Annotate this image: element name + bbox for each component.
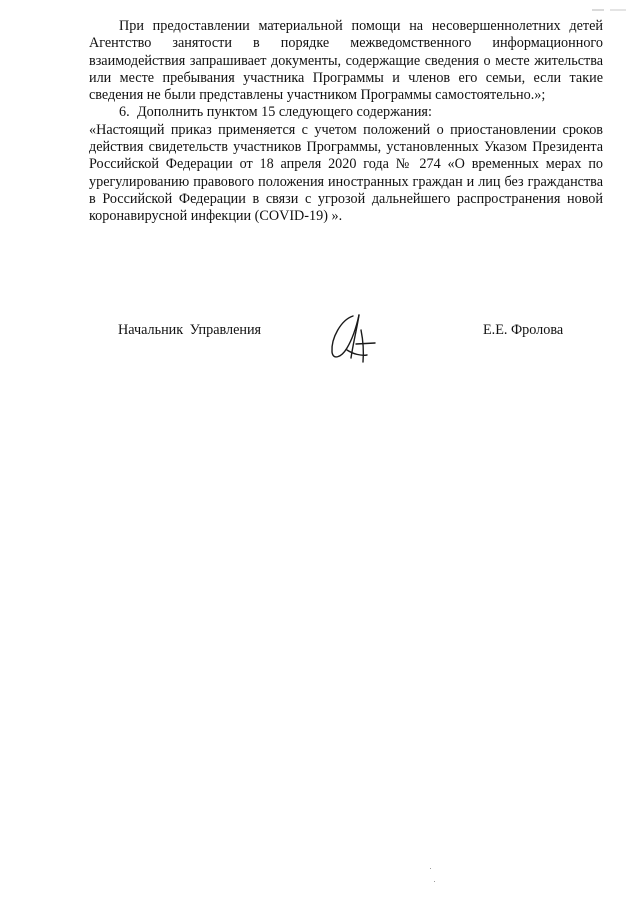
scan-speck bbox=[430, 868, 431, 869]
signer-name: Е.Е. Фролова bbox=[483, 322, 564, 338]
handwritten-signature bbox=[323, 310, 383, 368]
list-item-6 bbox=[89, 104, 603, 121]
document-body bbox=[89, 18, 603, 226]
signature-block bbox=[118, 322, 568, 372]
list-item-number: 6. bbox=[119, 104, 130, 121]
paragraph-order-application: «Настоящий приказ применяется с учетом положений о приостановлении сроков действия свидетельств участников Программы, установленных Указом Президента Российской Федерации от 18 апреля 2020 года № 274 «О временных мерах по урегулированию правового положения иностранных граждан и лиц без гражданства в Российской Федерации в связи с угрозой дальнейшего распространения новой коронавирусной инфекции (COVID-19) ». bbox=[89, 121, 603, 225]
signer-position: Начальник Управления bbox=[118, 322, 262, 338]
scan-edge-marks-graphic bbox=[590, 9, 630, 13]
list-item-text: Дополнить пунктом 15 следующего содержания: bbox=[137, 104, 432, 121]
scan-speck bbox=[434, 881, 435, 882]
paragraph-material-assistance: При предоставлении материальной помощи на несовершеннолетних детей Агентство занятости в порядке межведомственного информационного взаимодействия запрашивает документы, содержащие сведения о месте жительства или месте пребывания участника Программы и членов его семьи, если такие сведения не были представлены участником Программы самостоятельно.»; bbox=[89, 18, 603, 104]
scan-edge-marks bbox=[590, 0, 630, 4]
